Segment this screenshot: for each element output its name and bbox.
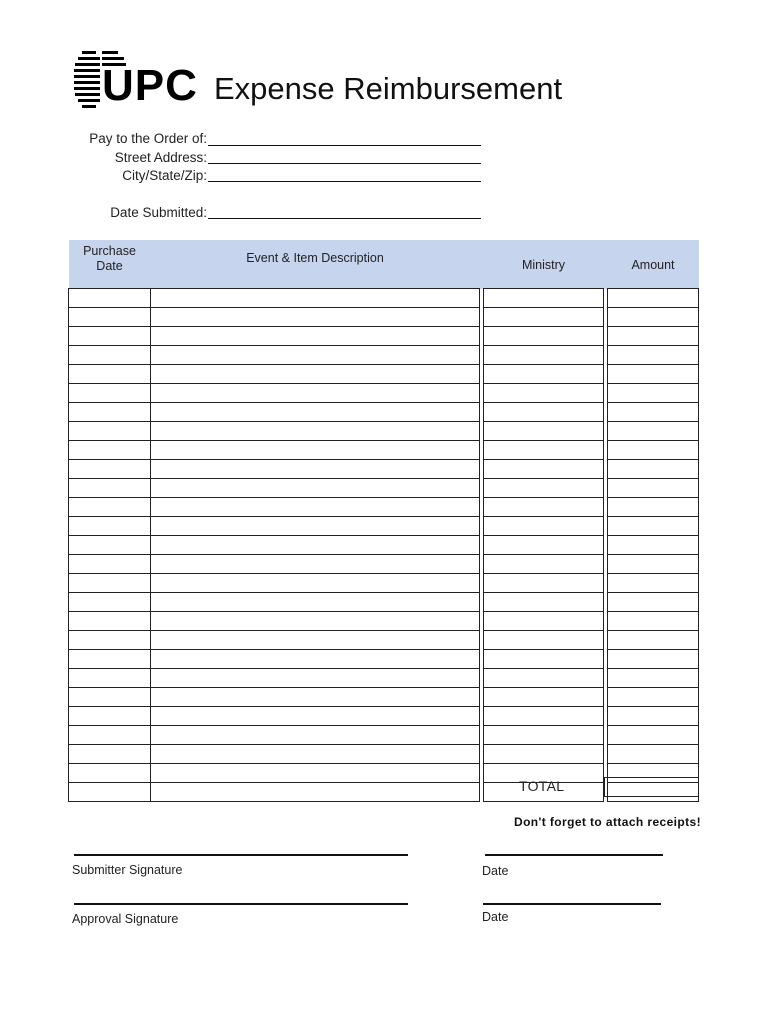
- description-cell[interactable]: [151, 783, 480, 802]
- ministry-cell[interactable]: [484, 365, 604, 384]
- ministry-cell[interactable]: [484, 593, 604, 612]
- purchase-date-cell[interactable]: [69, 403, 151, 422]
- amount-input[interactable]: [608, 479, 698, 497]
- ministry-cell[interactable]: [484, 631, 604, 650]
- ministry-cell[interactable]: [484, 745, 604, 764]
- purchase-date-cell[interactable]: [69, 707, 151, 726]
- ministry-input[interactable]: [484, 574, 603, 592]
- description-input[interactable]: [151, 460, 479, 478]
- description-cell[interactable]: [151, 669, 480, 688]
- total-amount-input[interactable]: [605, 778, 698, 796]
- purchase-date-input[interactable]: [69, 726, 150, 744]
- ministry-input[interactable]: [484, 612, 603, 630]
- purchase-date-cell[interactable]: [69, 384, 151, 403]
- description-input[interactable]: [151, 707, 479, 725]
- purchase-date-input[interactable]: [69, 384, 150, 402]
- table-row: [69, 631, 699, 650]
- table-row: [69, 384, 699, 403]
- purchase-date-input[interactable]: [69, 764, 150, 782]
- amount-cell[interactable]: [608, 707, 699, 726]
- table-row: [69, 289, 699, 308]
- table-row: [69, 441, 699, 460]
- purchase-date-input[interactable]: [69, 289, 150, 307]
- description-cell[interactable]: [151, 460, 480, 479]
- street-address-line: [208, 163, 481, 164]
- ministry-input[interactable]: [484, 327, 603, 345]
- purchase-date-input[interactable]: [69, 688, 150, 706]
- amount-input[interactable]: [608, 460, 698, 478]
- city-state-zip-input[interactable]: [210, 166, 479, 182]
- purchase-date-cell[interactable]: [69, 574, 151, 593]
- description-cell[interactable]: [151, 308, 480, 327]
- amount-input[interactable]: [608, 308, 698, 326]
- purchase-date-cell[interactable]: [69, 441, 151, 460]
- description-cell[interactable]: [151, 593, 480, 612]
- ministry-input[interactable]: [484, 289, 603, 307]
- ministry-input[interactable]: [484, 536, 603, 554]
- amount-cell[interactable]: [608, 574, 699, 593]
- ministry-cell[interactable]: [484, 498, 604, 517]
- description-cell[interactable]: [151, 422, 480, 441]
- purchase-date-input[interactable]: [69, 631, 150, 649]
- description-cell[interactable]: [151, 365, 480, 384]
- ministry-input[interactable]: [484, 707, 603, 725]
- purchase-date-input[interactable]: [69, 441, 150, 459]
- amount-input[interactable]: [608, 384, 698, 402]
- purchase-date-cell[interactable]: [69, 631, 151, 650]
- ministry-input[interactable]: [484, 308, 603, 326]
- description-cell[interactable]: [151, 707, 480, 726]
- amount-cell[interactable]: [608, 289, 699, 308]
- ministry-cell[interactable]: [484, 289, 604, 308]
- amount-input[interactable]: [608, 669, 698, 687]
- table-row: [69, 555, 699, 574]
- amount-cell[interactable]: [608, 612, 699, 631]
- table-row: [69, 422, 699, 441]
- purchase-date-input[interactable]: [69, 308, 150, 326]
- amount-input[interactable]: [608, 403, 698, 421]
- purchase-date-input[interactable]: [69, 365, 150, 383]
- amount-cell[interactable]: [608, 384, 699, 403]
- street-address-label: Street Address:: [114, 150, 207, 165]
- approval-signature-label: Approval Signature: [72, 912, 179, 926]
- ministry-input[interactable]: [484, 403, 603, 421]
- description-cell[interactable]: [151, 346, 480, 365]
- amount-cell[interactable]: [608, 403, 699, 422]
- total-amount-box[interactable]: [604, 777, 699, 797]
- purchase-date-input[interactable]: [69, 479, 150, 497]
- ministry-input[interactable]: [484, 365, 603, 383]
- description-input[interactable]: [151, 422, 479, 440]
- amount-cell[interactable]: [608, 441, 699, 460]
- table-row: [69, 403, 699, 422]
- ministry-cell[interactable]: [484, 346, 604, 365]
- ministry-cell[interactable]: [484, 612, 604, 631]
- description-input[interactable]: [151, 555, 479, 573]
- description-input[interactable]: [151, 365, 479, 383]
- purchase-date-cell[interactable]: [69, 498, 151, 517]
- amount-input[interactable]: [608, 346, 698, 364]
- description-cell[interactable]: [151, 517, 480, 536]
- table-row: [69, 346, 699, 365]
- ministry-cell[interactable]: [484, 707, 604, 726]
- approval-date-label: Date: [482, 910, 509, 924]
- table-row: [69, 574, 699, 593]
- amount-cell[interactable]: [608, 422, 699, 441]
- ministry-cell[interactable]: [484, 460, 604, 479]
- description-input[interactable]: [151, 441, 479, 459]
- ministry-cell[interactable]: [484, 384, 604, 403]
- amount-cell[interactable]: [608, 498, 699, 517]
- ministry-cell[interactable]: [484, 555, 604, 574]
- ministry-cell[interactable]: [484, 517, 604, 536]
- ministry-input[interactable]: [484, 441, 603, 459]
- description-cell[interactable]: [151, 764, 480, 783]
- amount-input[interactable]: [608, 574, 698, 592]
- description-cell[interactable]: [151, 384, 480, 403]
- description-cell[interactable]: [151, 726, 480, 745]
- description-input[interactable]: [151, 536, 479, 554]
- purchase-date-input[interactable]: [69, 517, 150, 535]
- table-row: [69, 650, 699, 669]
- amount-input[interactable]: [608, 707, 698, 725]
- purchase-date-header-line1: Purchase: [83, 244, 136, 258]
- submitter-date-label: Date: [482, 864, 509, 878]
- purchase-date-cell[interactable]: [69, 536, 151, 555]
- ministry-input[interactable]: [484, 745, 603, 763]
- description-input[interactable]: [151, 669, 479, 687]
- description-input[interactable]: [151, 745, 479, 763]
- ministry-input[interactable]: [484, 555, 603, 573]
- amount-cell[interactable]: [608, 593, 699, 612]
- pay-to-input[interactable]: [210, 130, 479, 146]
- amount-input[interactable]: [608, 422, 698, 440]
- purchase-date-input[interactable]: [69, 669, 150, 687]
- purchase-date-input[interactable]: [69, 612, 150, 630]
- purchase-date-input[interactable]: [69, 536, 150, 554]
- amount-input[interactable]: [608, 517, 698, 535]
- purchase-date-header-line2: Date: [96, 259, 123, 273]
- ministry-cell[interactable]: [484, 688, 604, 707]
- description-input[interactable]: [151, 403, 479, 421]
- table-row: [69, 745, 699, 764]
- ministry-input[interactable]: [484, 688, 603, 706]
- amount-input[interactable]: [608, 688, 698, 706]
- ministry-input[interactable]: [484, 460, 603, 478]
- purchase-date-cell[interactable]: [69, 308, 151, 327]
- approval-date-line[interactable]: [483, 903, 661, 905]
- purchase-date-cell[interactable]: [69, 745, 151, 764]
- purchase-date-cell[interactable]: [69, 688, 151, 707]
- purchase-date-cell[interactable]: [69, 327, 151, 346]
- ministry-cell[interactable]: [484, 327, 604, 346]
- table-row: [69, 612, 699, 631]
- purchase-date-cell[interactable]: [69, 669, 151, 688]
- description-cell[interactable]: [151, 498, 480, 517]
- table-row: [69, 498, 699, 517]
- description-input[interactable]: [151, 726, 479, 744]
- receipts-note: Don't forget to attach receipts!: [514, 815, 701, 829]
- ministry-header: Ministry: [484, 240, 604, 289]
- purchase-date-cell[interactable]: [69, 593, 151, 612]
- purchase-date-cell[interactable]: [69, 764, 151, 783]
- purchase-date-input[interactable]: [69, 460, 150, 478]
- amount-cell[interactable]: [608, 460, 699, 479]
- description-cell[interactable]: [151, 403, 480, 422]
- ministry-input[interactable]: [484, 384, 603, 402]
- date-submitted-line: [208, 218, 481, 219]
- purchase-date-cell[interactable]: [69, 422, 151, 441]
- amount-input[interactable]: [608, 498, 698, 516]
- street-address-input[interactable]: [210, 148, 479, 164]
- ministry-cell[interactable]: [484, 479, 604, 498]
- pay-to-line: [208, 145, 481, 146]
- purchase-date-input[interactable]: [69, 327, 150, 345]
- submitter-signature-line[interactable]: [74, 854, 408, 856]
- ministry-input[interactable]: [484, 593, 603, 611]
- page-title: Expense Reimbursement: [214, 71, 563, 106]
- ministry-cell[interactable]: [484, 403, 604, 422]
- description-input[interactable]: [151, 384, 479, 402]
- purchase-date-cell[interactable]: [69, 289, 151, 308]
- ministry-input[interactable]: [484, 669, 603, 687]
- amount-input[interactable]: [608, 726, 698, 744]
- ministry-cell[interactable]: [484, 650, 604, 669]
- amount-cell[interactable]: [608, 669, 699, 688]
- description-input[interactable]: [151, 631, 479, 649]
- upc-logo: [74, 50, 204, 110]
- ministry-input[interactable]: [484, 650, 603, 668]
- amount-header: Amount: [608, 240, 699, 289]
- description-input[interactable]: [151, 308, 479, 326]
- purchase-date-input[interactable]: [69, 707, 150, 725]
- table-row: [69, 669, 699, 688]
- table-row: [69, 707, 699, 726]
- table-row: [69, 688, 699, 707]
- description-cell[interactable]: [151, 327, 480, 346]
- table-row: [69, 479, 699, 498]
- description-input[interactable]: [151, 650, 479, 668]
- table-row: [69, 536, 699, 555]
- table-row: [69, 593, 699, 612]
- ministry-cell[interactable]: [484, 422, 604, 441]
- purchase-date-input[interactable]: [69, 650, 150, 668]
- purchase-date-input[interactable]: [69, 745, 150, 763]
- amount-input[interactable]: [608, 631, 698, 649]
- amount-input[interactable]: [608, 593, 698, 611]
- purchase-date-cell[interactable]: [69, 650, 151, 669]
- purchase-date-cell[interactable]: [69, 517, 151, 536]
- purchase-date-cell[interactable]: [69, 460, 151, 479]
- amount-input[interactable]: [608, 536, 698, 554]
- purchase-date-input[interactable]: [69, 498, 150, 516]
- purchase-date-header: [69, 240, 151, 289]
- description-cell[interactable]: [151, 745, 480, 764]
- purchase-date-cell[interactable]: [69, 479, 151, 498]
- table-row: [69, 517, 699, 536]
- description-cell[interactable]: [151, 574, 480, 593]
- purchase-date-cell[interactable]: [69, 783, 151, 802]
- amount-input[interactable]: [608, 650, 698, 668]
- ministry-input[interactable]: [484, 346, 603, 364]
- description-header: Event & Item Description: [151, 240, 480, 289]
- purchase-date-input[interactable]: [69, 422, 150, 440]
- amount-cell[interactable]: [608, 555, 699, 574]
- description-cell[interactable]: [151, 555, 480, 574]
- purchase-date-cell[interactable]: [69, 346, 151, 365]
- amount-cell[interactable]: [608, 479, 699, 498]
- amount-cell[interactable]: [608, 745, 699, 764]
- total-label: TOTAL: [519, 778, 565, 794]
- description-cell[interactable]: [151, 289, 480, 308]
- ministry-input[interactable]: [484, 517, 603, 535]
- amount-input[interactable]: [608, 441, 698, 459]
- upc-logo-text: UPC: [102, 61, 198, 110]
- table-header-row: [69, 240, 699, 289]
- amount-cell[interactable]: [608, 346, 699, 365]
- amount-input[interactable]: [608, 612, 698, 630]
- description-input[interactable]: [151, 574, 479, 592]
- amount-cell[interactable]: [608, 688, 699, 707]
- pay-to-label: Pay to the Order of:: [89, 131, 207, 146]
- description-input[interactable]: [151, 593, 479, 611]
- table-row: [69, 365, 699, 384]
- ministry-input[interactable]: [484, 422, 603, 440]
- expense-rows: [69, 289, 699, 802]
- description-cell[interactable]: [151, 688, 480, 707]
- expense-table: [68, 240, 699, 802]
- description-cell[interactable]: [151, 479, 480, 498]
- ministry-cell[interactable]: [484, 441, 604, 460]
- amount-cell[interactable]: [608, 650, 699, 669]
- amount-input[interactable]: [608, 289, 698, 307]
- amount-cell[interactable]: [608, 631, 699, 650]
- amount-cell[interactable]: [608, 517, 699, 536]
- submitter-signature-label: Submitter Signature: [72, 863, 183, 877]
- ministry-cell[interactable]: [484, 536, 604, 555]
- purchase-date-input[interactable]: [69, 593, 150, 611]
- purchase-date-input[interactable]: [69, 783, 150, 801]
- description-input[interactable]: [151, 327, 479, 345]
- description-input[interactable]: [151, 612, 479, 630]
- table-row: [69, 460, 699, 479]
- purchase-date-cell[interactable]: [69, 726, 151, 745]
- amount-cell[interactable]: [608, 536, 699, 555]
- ministry-cell[interactable]: [484, 308, 604, 327]
- description-cell[interactable]: [151, 441, 480, 460]
- ministry-input[interactable]: [484, 726, 603, 744]
- description-input[interactable]: [151, 346, 479, 364]
- city-state-zip-line: [208, 181, 481, 182]
- description-input[interactable]: [151, 479, 479, 497]
- table-row: [69, 726, 699, 745]
- table-row: [69, 327, 699, 346]
- description-cell[interactable]: [151, 612, 480, 631]
- description-cell[interactable]: [151, 536, 480, 555]
- purchase-date-cell[interactable]: [69, 555, 151, 574]
- description-input[interactable]: [151, 783, 479, 801]
- ministry-cell[interactable]: [484, 669, 604, 688]
- description-input[interactable]: [151, 517, 479, 535]
- description-input[interactable]: [151, 764, 479, 782]
- description-input[interactable]: [151, 498, 479, 516]
- purchase-date-input[interactable]: [69, 346, 150, 364]
- purchase-date-input[interactable]: [69, 574, 150, 592]
- approval-signature-line[interactable]: [74, 903, 408, 905]
- date-submitted-label: Date Submitted:: [110, 205, 207, 220]
- amount-cell[interactable]: [608, 365, 699, 384]
- date-submitted-input[interactable]: [210, 203, 479, 219]
- description-input[interactable]: [151, 289, 479, 307]
- description-cell[interactable]: [151, 650, 480, 669]
- ministry-input[interactable]: [484, 631, 603, 649]
- amount-cell[interactable]: [608, 308, 699, 327]
- description-input[interactable]: [151, 688, 479, 706]
- amount-cell[interactable]: [608, 327, 699, 346]
- purchase-date-input[interactable]: [69, 555, 150, 573]
- ministry-cell[interactable]: [484, 726, 604, 745]
- amount-input[interactable]: [608, 555, 698, 573]
- city-state-zip-label: City/State/Zip:: [122, 168, 207, 183]
- description-cell[interactable]: [151, 631, 480, 650]
- purchase-date-cell[interactable]: [69, 612, 151, 631]
- purchase-date-input[interactable]: [69, 403, 150, 421]
- amount-input[interactable]: [608, 365, 698, 383]
- ministry-input[interactable]: [484, 479, 603, 497]
- submitter-date-line[interactable]: [485, 854, 663, 856]
- amount-input[interactable]: [608, 745, 698, 763]
- amount-input[interactable]: [608, 327, 698, 345]
- ministry-input[interactable]: [484, 498, 603, 516]
- purchase-date-cell[interactable]: [69, 365, 151, 384]
- amount-cell[interactable]: [608, 726, 699, 745]
- ministry-cell[interactable]: [484, 574, 604, 593]
- table-row: [69, 308, 699, 327]
